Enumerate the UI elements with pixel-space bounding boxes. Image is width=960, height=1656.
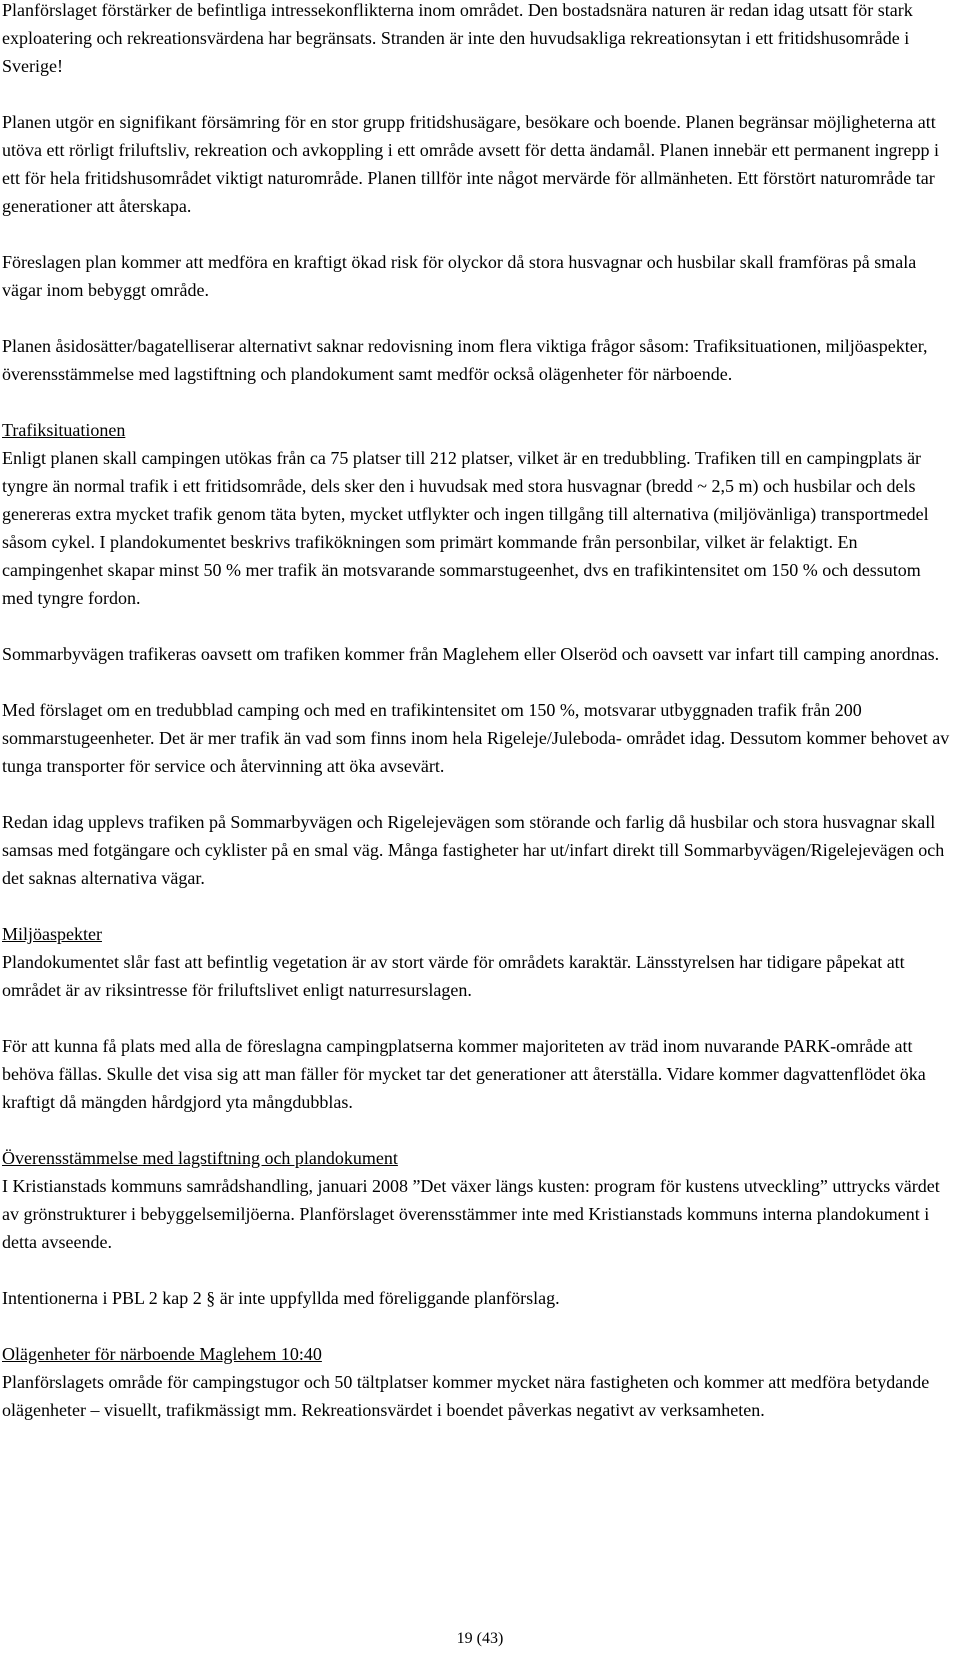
paragraph-intro-4: Planen åsidosätter/bagatelliserar alternativt saknar redovisning inom flera viktiga frågor såsom: Trafiksituationen, miljöaspekter, överensstämmelse med lagstiftning och plandokument samt medför också olägenheter för närboende. [2,336,928,384]
section-miljo-first [2,920,952,1004]
section-heading-miljoaspekter: Miljöaspekter [2,924,102,944]
paragraph-intro-2: Planen utgör en signifikant försämring för en stor grupp fritidshusägare, besökare och boende. Planen begränsar möjligheterna att utöva ett rörligt friluftsliv, rekreation och avkoppling i ett område avsett för detta ändamål. Planen innebär ett permanent ingrepp i ett för hela fritidshusområdet viktigt naturområde. Planen tillför inte något mervärde för allmänheten. Ett förstört naturområde tar generationer att återskapa. [2,112,940,216]
paragraph-intro-3: Föreslagen plan kommer att medföra en kraftigt ökad risk för olyckor då stora husvagnar och husbilar skall framföras på smala vägar inom bebyggt område. [2,252,917,300]
document-body [2,0,952,1424]
section-heading-olagenheter: Olägenheter för närboende Maglehem 10:40 [2,1344,322,1364]
paragraph-intro-1: Planförslaget förstärker de befintliga intressekonflikterna inom området. Den bostadsnära naturen är redan idag utsatt för stark exploatering och rekreationsvärdena har begränsats. Stranden är inte den huvudsakliga rekreationsytan i ett fritidshusområde i Sverige! [2,0,913,76]
section-olagenheter-first [2,1340,952,1424]
section-trafik-paragraph-3: Med förslaget om en tredubblad camping och med en trafikintensitet om 150 %, motsvarar utbyggnaden trafik från 200 sommarstugeenheter. Det är mer trafik än vad som finns inom hela Rigeleje/Juleboda- området idag. Dessutom kommer behovet av tunga transporter för service och återvinning att öka avsevärt. [2,700,950,776]
page-number: 19 (43) [456,1630,504,1647]
section-miljo-paragraph-2: För att kunna få plats med alla de föreslagna campingplatserna kommer majoriteten av träd inom nuvarande PARK-område att behöva fällas. Skulle det visa sig att man fäller för mycket tar det generationer att återställa. Vidare kommer dagvattenflödet öka kraftigt då mängden hårdgjord yta mångdubblas. [2,1036,926,1112]
section-lag-paragraph-2: Intentionerna i PBL 2 kap 2 § är inte uppfyllda med föreliggande planförslag. [2,1288,560,1308]
section-trafik-paragraph-1: Enligt planen skall campingen utökas från ca 75 platser till 212 platser, vilket är en tredubbling. Trafiken till en campingplats är tyngre än normal trafik i ett fritidsområde, dels sker den i huvudsak med stora husvagnar (bredd ~ 2,5 m) och husbilar och dels genereras extra mycket trafik genom täta byten, mycket utflykter och ingen tillgång till alternativa (miljövänliga) transportmedel såsom cykel. I plandokumentet beskrivs trafikökningen som primärt kommande från personbilar, vilket är felaktigt. En campingenhet skapar minst 50 % mer trafik än motsvarande sommarstugeenhet, dvs en trafikintensitet om 150 % och dessutom med tyngre fordon. [2,448,929,608]
section-heading-trafiksituationen: Trafiksituationen [2,420,126,440]
section-heading-overensstammelse: Överensstämmelse med lagstiftning och plandokument [2,1148,398,1168]
section-olagenheter-paragraph-1: Planförslagets område för campingstugor och 50 tältplatser kommer mycket nära fastigheten och kommer att medföra betydande olägenheter – visuellt, trafikmässigt mm. Rekreationsvärdet i boendet påverkas negativt av verksamheten. [2,1372,930,1420]
section-lag-paragraph-1: I Kristianstads kommuns samrådshandling, januari 2008 ”Det växer längs kusten: program för kustens utveckling” uttrycks värdet av grönstrukturer i bebyggelsemiljöerna. Planförslaget överensstämmer inte med Kristianstads kommuns interna plandokument i detta avseende. [2,1176,940,1252]
section-lag-first [2,1144,952,1256]
section-trafik-first [2,416,952,612]
section-miljo-paragraph-1: Plandokumentet slår fast att befintlig vegetation är av stort värde för områdets karaktär. Länsstyrelsen har tidigare påpekat att området är av riksintresse för friluftslivet enligt naturresurslagen. [2,952,905,1000]
section-trafik-paragraph-4: Redan idag upplevs trafiken på Sommarbyvägen och Rigelejevägen som störande och farlig då husbilar och stora husvagnar skall samsas med fotgängare och cyklister på en smal väg. Många fastigheter har ut/infart direkt till Sommarbyvägen/Rigelejevägen och det saknas alternativa vägar. [2,812,945,888]
section-trafik-paragraph-2: Sommarbyvägen trafikeras oavsett om trafiken kommer från Maglehem eller Olseröd och oavsett var infart till camping anordnas. [2,644,940,664]
